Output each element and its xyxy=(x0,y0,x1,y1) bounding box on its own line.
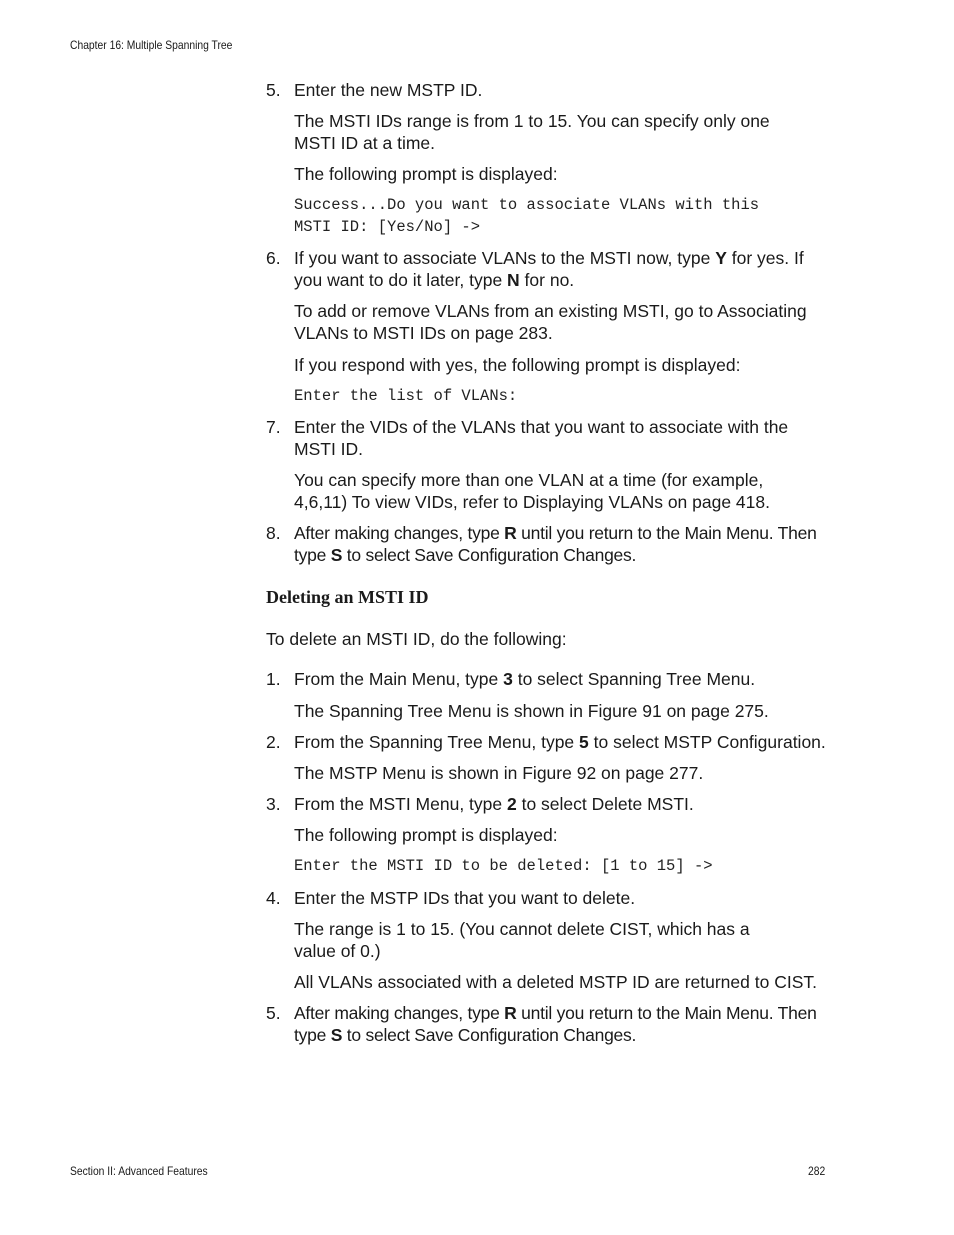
key-letter: S xyxy=(330,545,343,565)
step-number: 1. xyxy=(266,669,281,689)
section-intro: To delete an MSTI ID, do the following: xyxy=(266,629,567,649)
step-number: 6. xyxy=(266,248,281,268)
step-number: 8. xyxy=(266,523,281,543)
key-letter: 5 xyxy=(579,732,589,752)
key-letter: Y xyxy=(715,248,727,268)
step-paragraph: The range is 1 to 15. (You cannot delete CIST, which has a value of 0.) xyxy=(294,919,750,961)
key-letter: 2 xyxy=(506,794,517,814)
step-paragraph: The following prompt is displayed: xyxy=(294,164,558,184)
code-prompt: Enter the list of VLANs: xyxy=(294,387,518,405)
running-footer: Section II: Advanced Features xyxy=(70,1164,208,1178)
step-text: From the Main Menu, type 3 to select Spanning Tree Menu. xyxy=(294,669,756,689)
step-text: After making changes, type R until you return to the Main Menu. Then type S to select Save Configuration Changes. xyxy=(294,523,817,565)
step-text: Enter the new MSTP ID. xyxy=(294,80,483,100)
step-paragraph: The Spanning Tree Menu is shown in Figure 91 on page 275. xyxy=(294,701,769,721)
step-paragraph: The MSTI IDs range is from 1 to 15. You can specify only one MSTI ID at a time. xyxy=(294,111,770,153)
step-paragraph: The following prompt is displayed: xyxy=(294,825,558,845)
step-number: 5. xyxy=(266,80,281,100)
step-text: Enter the VIDs of the VLANs that you want to associate with the MSTI ID. xyxy=(294,417,789,459)
step-paragraph: All VLANs associated with a deleted MSTP ID are returned to CIST. xyxy=(294,972,817,992)
step-number: 2. xyxy=(266,732,281,752)
key-letter: R xyxy=(504,523,517,543)
code-prompt: Enter the MSTI ID to be deleted: [1 to 15] -> xyxy=(294,857,713,875)
page-number: 282 xyxy=(808,1164,826,1178)
step-text: Enter the MSTP IDs that you want to delete. xyxy=(294,888,636,908)
step-text: If you want to associate VLANs to the MSTI now, type Y for yes. If you want to do it later, type N for no. xyxy=(294,248,804,290)
code-prompt: Success...Do you want to associate VLANs with this MSTI ID: [Yes/No] -> xyxy=(294,196,760,236)
step-number: 4. xyxy=(266,888,281,908)
step-text: After making changes, type R until you return to the Main Menu. Then type S to select Save Configuration Changes. xyxy=(294,1003,817,1045)
key-letter: R xyxy=(504,1003,517,1023)
key-letter: S xyxy=(330,1025,343,1045)
step-number: 5. xyxy=(266,1003,281,1023)
step-paragraph: You can specify more than one VLAN at a time (for example, 4,6,11) To view VIDs, refer to Displaying VLANs on page 418. xyxy=(294,470,770,512)
key-letter: N xyxy=(507,270,520,290)
step-paragraph: The MSTP Menu is shown in Figure 92 on page 277. xyxy=(294,763,704,783)
step-text: From the Spanning Tree Menu, type 5 to select MSTP Configuration. xyxy=(294,732,826,752)
section-heading: Deleting an MSTI ID xyxy=(266,587,429,607)
step-text: From the MSTI Menu, type 2 to select Delete MSTI. xyxy=(294,794,694,814)
step-paragraph: To add or remove VLANs from an existing MSTI, go to Associating VLANs to MSTI IDs on page 283. xyxy=(294,301,807,343)
step-paragraph: If you respond with yes, the following prompt is displayed: xyxy=(294,355,741,375)
step-number: 3. xyxy=(266,794,281,814)
step-number: 7. xyxy=(266,417,281,437)
running-header: Chapter 16: Multiple Spanning Tree xyxy=(70,38,233,52)
key-letter: 3 xyxy=(503,669,513,689)
